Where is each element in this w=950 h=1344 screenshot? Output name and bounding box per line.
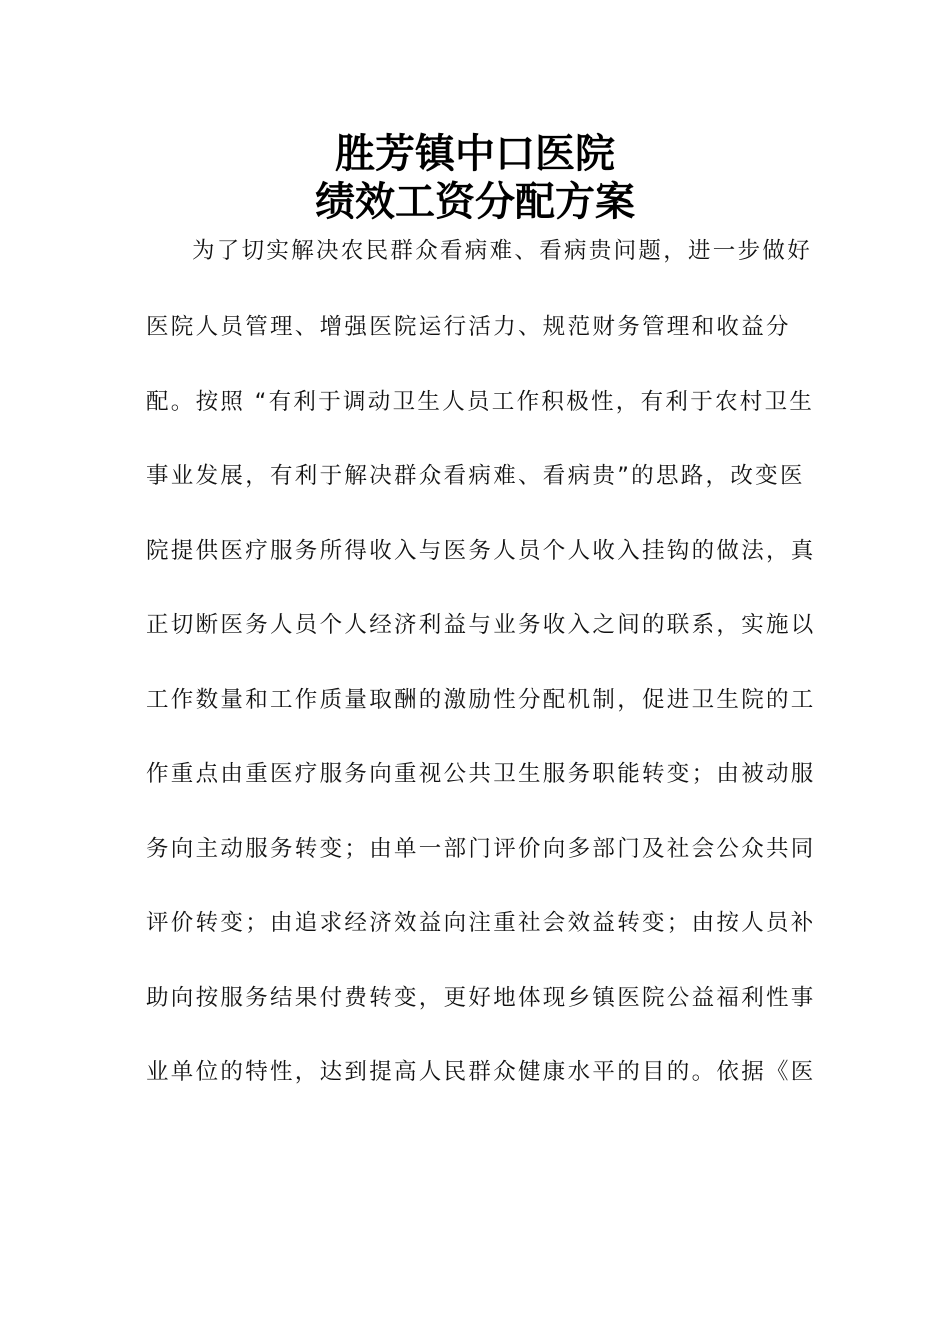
body-line-1: 为了切实解决农民群众看病难、看病贵问题，进一步做好 — [192, 238, 813, 264]
body-line-6: 正切断医务人员个人经济利益与业务收入之间的联系，实施以 — [146, 612, 816, 638]
body-line-7: 工作数量和工作质量取酬的激励性分配机制，促进卫生院的工 — [146, 687, 816, 713]
body-line-9: 务向主动服务转变；由单一部门评价向多部门及社会公众共同 — [146, 836, 816, 862]
body-line-4: 事业发展，有利于解决群众看病难、看病贵”的思路，改变医 — [146, 463, 805, 489]
body-line-11: 助向按服务结果付费转变，更好地体现乡镇医院公益福利性事 — [146, 985, 816, 1011]
body-line-10: 评价转变；由追求经济效益向注重社会效益转变；由按人员补 — [146, 910, 816, 936]
document-title-line-2: 绩效工资分配方案 — [315, 178, 635, 225]
body-line-12: 业单位的特性，达到提高人民群众健康水平的目的。依据《医 — [146, 1059, 816, 1085]
body-line-5: 院提供医疗服务所得收入与医务人员个人收入挂钩的做法，真 — [146, 538, 816, 564]
document-title-line-1: 胜芳镇中口医院 — [335, 130, 615, 177]
body-line-3: 配。按照 “有利于调动卫生人员工作积极性，有利于农村卫生 — [146, 389, 815, 415]
body-line-2: 医院人员管理、增强医院运行活力、规范财务管理和收益分 — [146, 314, 791, 340]
body-line-8: 作重点由重医疗服务向重视公共卫生服务职能转变；由被动服 — [146, 761, 816, 787]
